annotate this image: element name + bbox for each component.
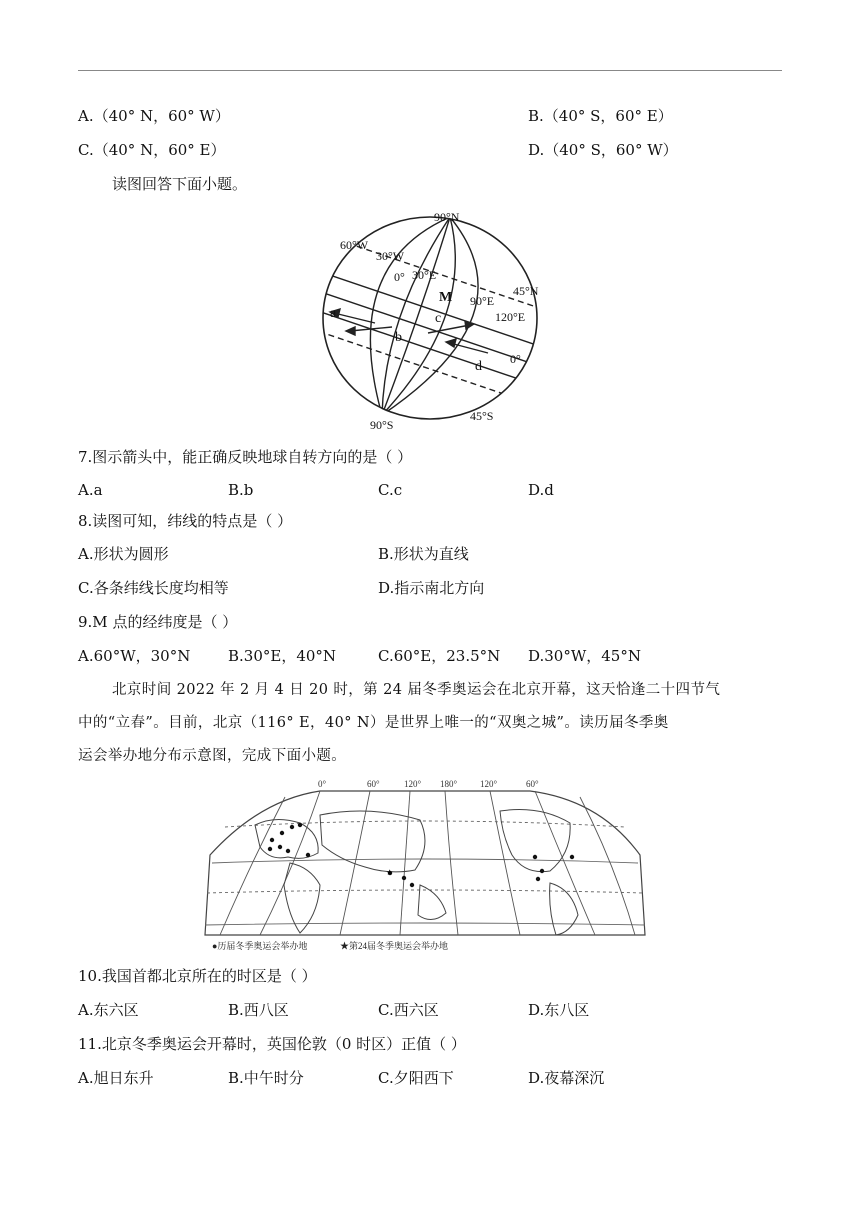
q10-option-c[interactable]: C.西六区 bbox=[378, 1001, 439, 1019]
q7-option-a[interactable]: A.a bbox=[78, 481, 103, 499]
label-90n: 90°N bbox=[434, 210, 460, 224]
label-arrow-a: a bbox=[330, 306, 337, 321]
label-arrow-d: d bbox=[475, 359, 482, 374]
label-120e: 120°E bbox=[495, 310, 526, 324]
q9-option-b[interactable]: B.30°E，40°N bbox=[228, 647, 337, 665]
label-60w: 60°W bbox=[340, 238, 369, 252]
q9-option-a[interactable]: A.60°W，30°N bbox=[78, 647, 191, 665]
beijing-star-marker: ★ bbox=[386, 868, 394, 877]
intro-read-figure: 读图回答下面小题。 bbox=[112, 175, 248, 193]
legend-past-hosts: ●历届冬季奥运会举办地 bbox=[212, 941, 308, 951]
map-lon-label-60w: 60° bbox=[526, 779, 539, 789]
label-45n: 45°N bbox=[513, 284, 539, 298]
label-0-meridian: 0° bbox=[394, 270, 405, 284]
map-lon-label-0: 0° bbox=[318, 779, 327, 789]
label-45s: 45°S bbox=[470, 409, 494, 423]
q7-stem: 7.图示箭头中，能正确反映地球自转方向的是（ ） bbox=[78, 448, 413, 466]
q8-option-a[interactable]: A.形状为圆形 bbox=[78, 545, 169, 563]
q11-option-c[interactable]: C.夕阳西下 bbox=[378, 1069, 454, 1087]
q11-option-b[interactable]: B.中午时分 bbox=[228, 1069, 304, 1087]
q11-stem: 11.北京冬季奥运会开幕时，英国伦敦（0 时区）正值（ ） bbox=[78, 1035, 466, 1053]
q8-option-c[interactable]: C.各条纬线长度均相等 bbox=[78, 579, 229, 597]
winter-olympics-world-map bbox=[200, 775, 650, 955]
label-90e: 90°E bbox=[470, 294, 495, 308]
q6-option-a[interactable]: A.（40° N，60° W） bbox=[78, 107, 230, 125]
q11-option-d[interactable]: D.夜幕深沉 bbox=[528, 1069, 605, 1087]
q10-option-b[interactable]: B.西八区 bbox=[228, 1001, 289, 1019]
header-rule bbox=[78, 70, 782, 71]
q7-option-c[interactable]: C.c bbox=[378, 481, 403, 499]
q9-stem: 9.M 点的经纬度是（ ） bbox=[78, 613, 238, 631]
label-30e: 30°E bbox=[412, 268, 437, 282]
q6-option-d[interactable]: D.（40° S，60° W） bbox=[528, 141, 678, 159]
q10-stem: 10.我国首都北京所在的时区是（ ） bbox=[78, 967, 317, 985]
q6-option-b[interactable]: B.（40° S，60° E） bbox=[528, 107, 673, 125]
passage-line-1: 北京时间 2022 年 2 月 4 日 20 时，第 24 届冬季奥运会在北京开幕，这天恰逢二十四节气 bbox=[112, 682, 721, 698]
q10-option-d[interactable]: D.东八区 bbox=[528, 1001, 590, 1019]
map-lon-label-120: 120° bbox=[404, 779, 422, 789]
passage-line-3: 运会举办地分布示意图，完成下面小题。 bbox=[78, 748, 347, 764]
label-90s: 90°S bbox=[370, 418, 394, 430]
q8-option-b[interactable]: B.形状为直线 bbox=[378, 545, 469, 563]
label-arrow-c: c bbox=[435, 311, 442, 326]
q7-option-d[interactable]: D.d bbox=[528, 481, 554, 499]
passage-line-2: 中的“立春”。目前，北京（116° E，40° N）是世界上唯一的“双奥之城”。读历届冬季奥 bbox=[78, 715, 669, 731]
q8-stem: 8.读图可知，纬线的特点是（ ） bbox=[78, 512, 293, 530]
label-equator: 0° bbox=[510, 352, 521, 366]
q9-option-c[interactable]: C.60°E，23.5°N bbox=[378, 647, 501, 665]
label-30w: 30°W bbox=[376, 249, 405, 263]
map-lon-label-120w: 120° bbox=[480, 779, 498, 789]
map-lon-label-180: 180° bbox=[440, 779, 458, 789]
q9-option-d[interactable]: D.30°W，45°N bbox=[528, 647, 641, 665]
label-arrow-b: b bbox=[395, 330, 402, 345]
q10-option-a[interactable]: A.东六区 bbox=[78, 1001, 139, 1019]
label-point-m: M bbox=[439, 290, 453, 305]
q7-option-b[interactable]: B.b bbox=[228, 481, 254, 499]
globe-figure bbox=[300, 205, 560, 430]
q6-option-c[interactable]: C.（40° N，60° E） bbox=[78, 141, 226, 159]
q11-option-a[interactable]: A.旭日东升 bbox=[78, 1069, 154, 1087]
legend-24th-host: ★第24届冬季奥运会举办地 bbox=[340, 941, 449, 951]
map-lon-label-60: 60° bbox=[367, 779, 380, 789]
q8-option-d[interactable]: D.指示南北方向 bbox=[378, 579, 485, 597]
